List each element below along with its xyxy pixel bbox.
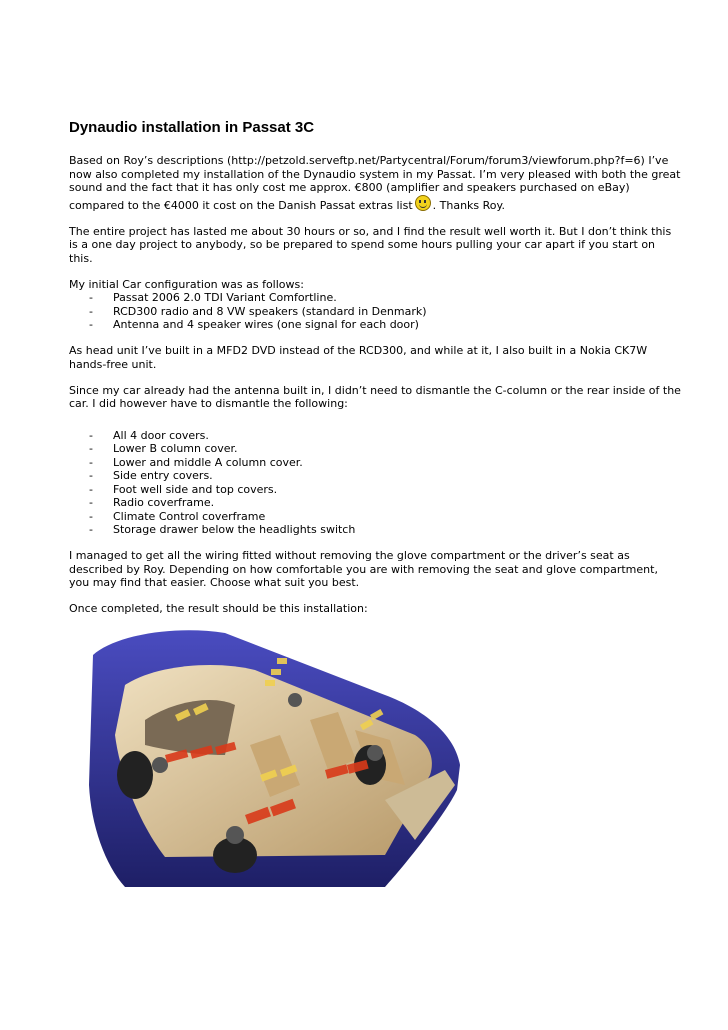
dash-bullet-icon: - xyxy=(89,442,93,455)
config-list xyxy=(69,291,681,332)
intro-text: Based on Roy’s descriptions (http://petzold.serveftp.net/Partycentral/Forum/forum3/viewforum.php?f=6) I’ve now also completed my installation of the Dynaudio system in my Passat. I’m very pleased with both the great sound and the fact that it has only cost me approx. €800 (amplifier and speakers purchased on eBay) compared to the €4000 it cost on the Danish Passat extras list xyxy=(69,154,681,212)
dash-bullet-icon: - xyxy=(89,318,93,331)
dash-bullet-icon: - xyxy=(89,428,93,442)
dash-bullet-icon: - xyxy=(89,455,93,469)
dash-bullet-icon: - xyxy=(89,496,93,509)
list-item: - Lower B column cover. xyxy=(89,442,238,455)
speaker xyxy=(152,757,168,773)
speaker xyxy=(226,826,244,844)
list-item: - RCD300 radio and 8 VW speakers (standard in Denmark) xyxy=(89,304,427,318)
wiring-paragraph: I managed to get all the wiring fitted without removing the glove compartment or the driver’s seat as described by Roy. Depending on how comfortable you are with removing the seat and glove compartment, you may find that easier. Choose what suit you best. xyxy=(69,549,658,589)
document-body xyxy=(69,118,681,628)
dash-bullet-icon: - xyxy=(89,482,93,496)
document-title: Dynaudio installation in Passat 3C xyxy=(69,119,315,136)
dash-bullet-icon: - xyxy=(89,523,93,536)
headunit-paragraph: As head unit I’ve built in a MFD2 DVD instead of the RCD300, and while at it, I also built in a Nokia CK7W hands-free unit. xyxy=(69,344,648,371)
dash-bullet-icon: - xyxy=(89,509,93,523)
list-item: - Side entry covers. xyxy=(89,469,213,482)
wheel xyxy=(117,751,153,799)
intro-paragraph xyxy=(69,154,681,212)
smiley-icon xyxy=(415,195,431,211)
car-installation-illustration xyxy=(85,625,465,890)
dash-bullet-icon: - xyxy=(89,291,93,304)
list-item: - Climate Control coverframe xyxy=(89,509,266,523)
config-intro: My initial Car configuration was as follows: xyxy=(69,277,304,291)
list-item: - Lower and middle A column cover. xyxy=(89,455,303,469)
speaker xyxy=(288,693,302,707)
list-item: - Storage drawer below the headlights switch xyxy=(89,523,356,536)
dash-bullet-icon: - xyxy=(89,469,93,482)
list-item: - All 4 door covers. xyxy=(89,428,209,442)
list-item: - Foot well side and top covers. xyxy=(89,482,278,496)
speaker xyxy=(367,745,383,761)
result-paragraph: Once completed, the result should be this installation: xyxy=(69,602,368,615)
parts-list xyxy=(69,429,681,537)
list-item: - Antenna and 4 speaker wires (one signal for each door) xyxy=(89,318,419,331)
dash-bullet-icon: - xyxy=(89,304,93,318)
dismantle-paragraph: Since my car already had the antenna built in, I didn’t need to dismantle the C-column or the rear inside of the car. I did however have to dismantle the following: xyxy=(69,383,681,410)
list-item: - Radio coverframe. xyxy=(89,496,215,509)
list-item: - Passat 2006 2.0 TDI Variant Comfortline. xyxy=(89,291,337,304)
intro-thanks: . Thanks Roy. xyxy=(432,198,505,212)
project-paragraph: The entire project has lasted me about 30 hours or so, and I find the result well worth it. But I don’t think this is a one day project to anybody, so be prepared to spend some hours pulling your car apart if you start on this. xyxy=(69,224,672,265)
